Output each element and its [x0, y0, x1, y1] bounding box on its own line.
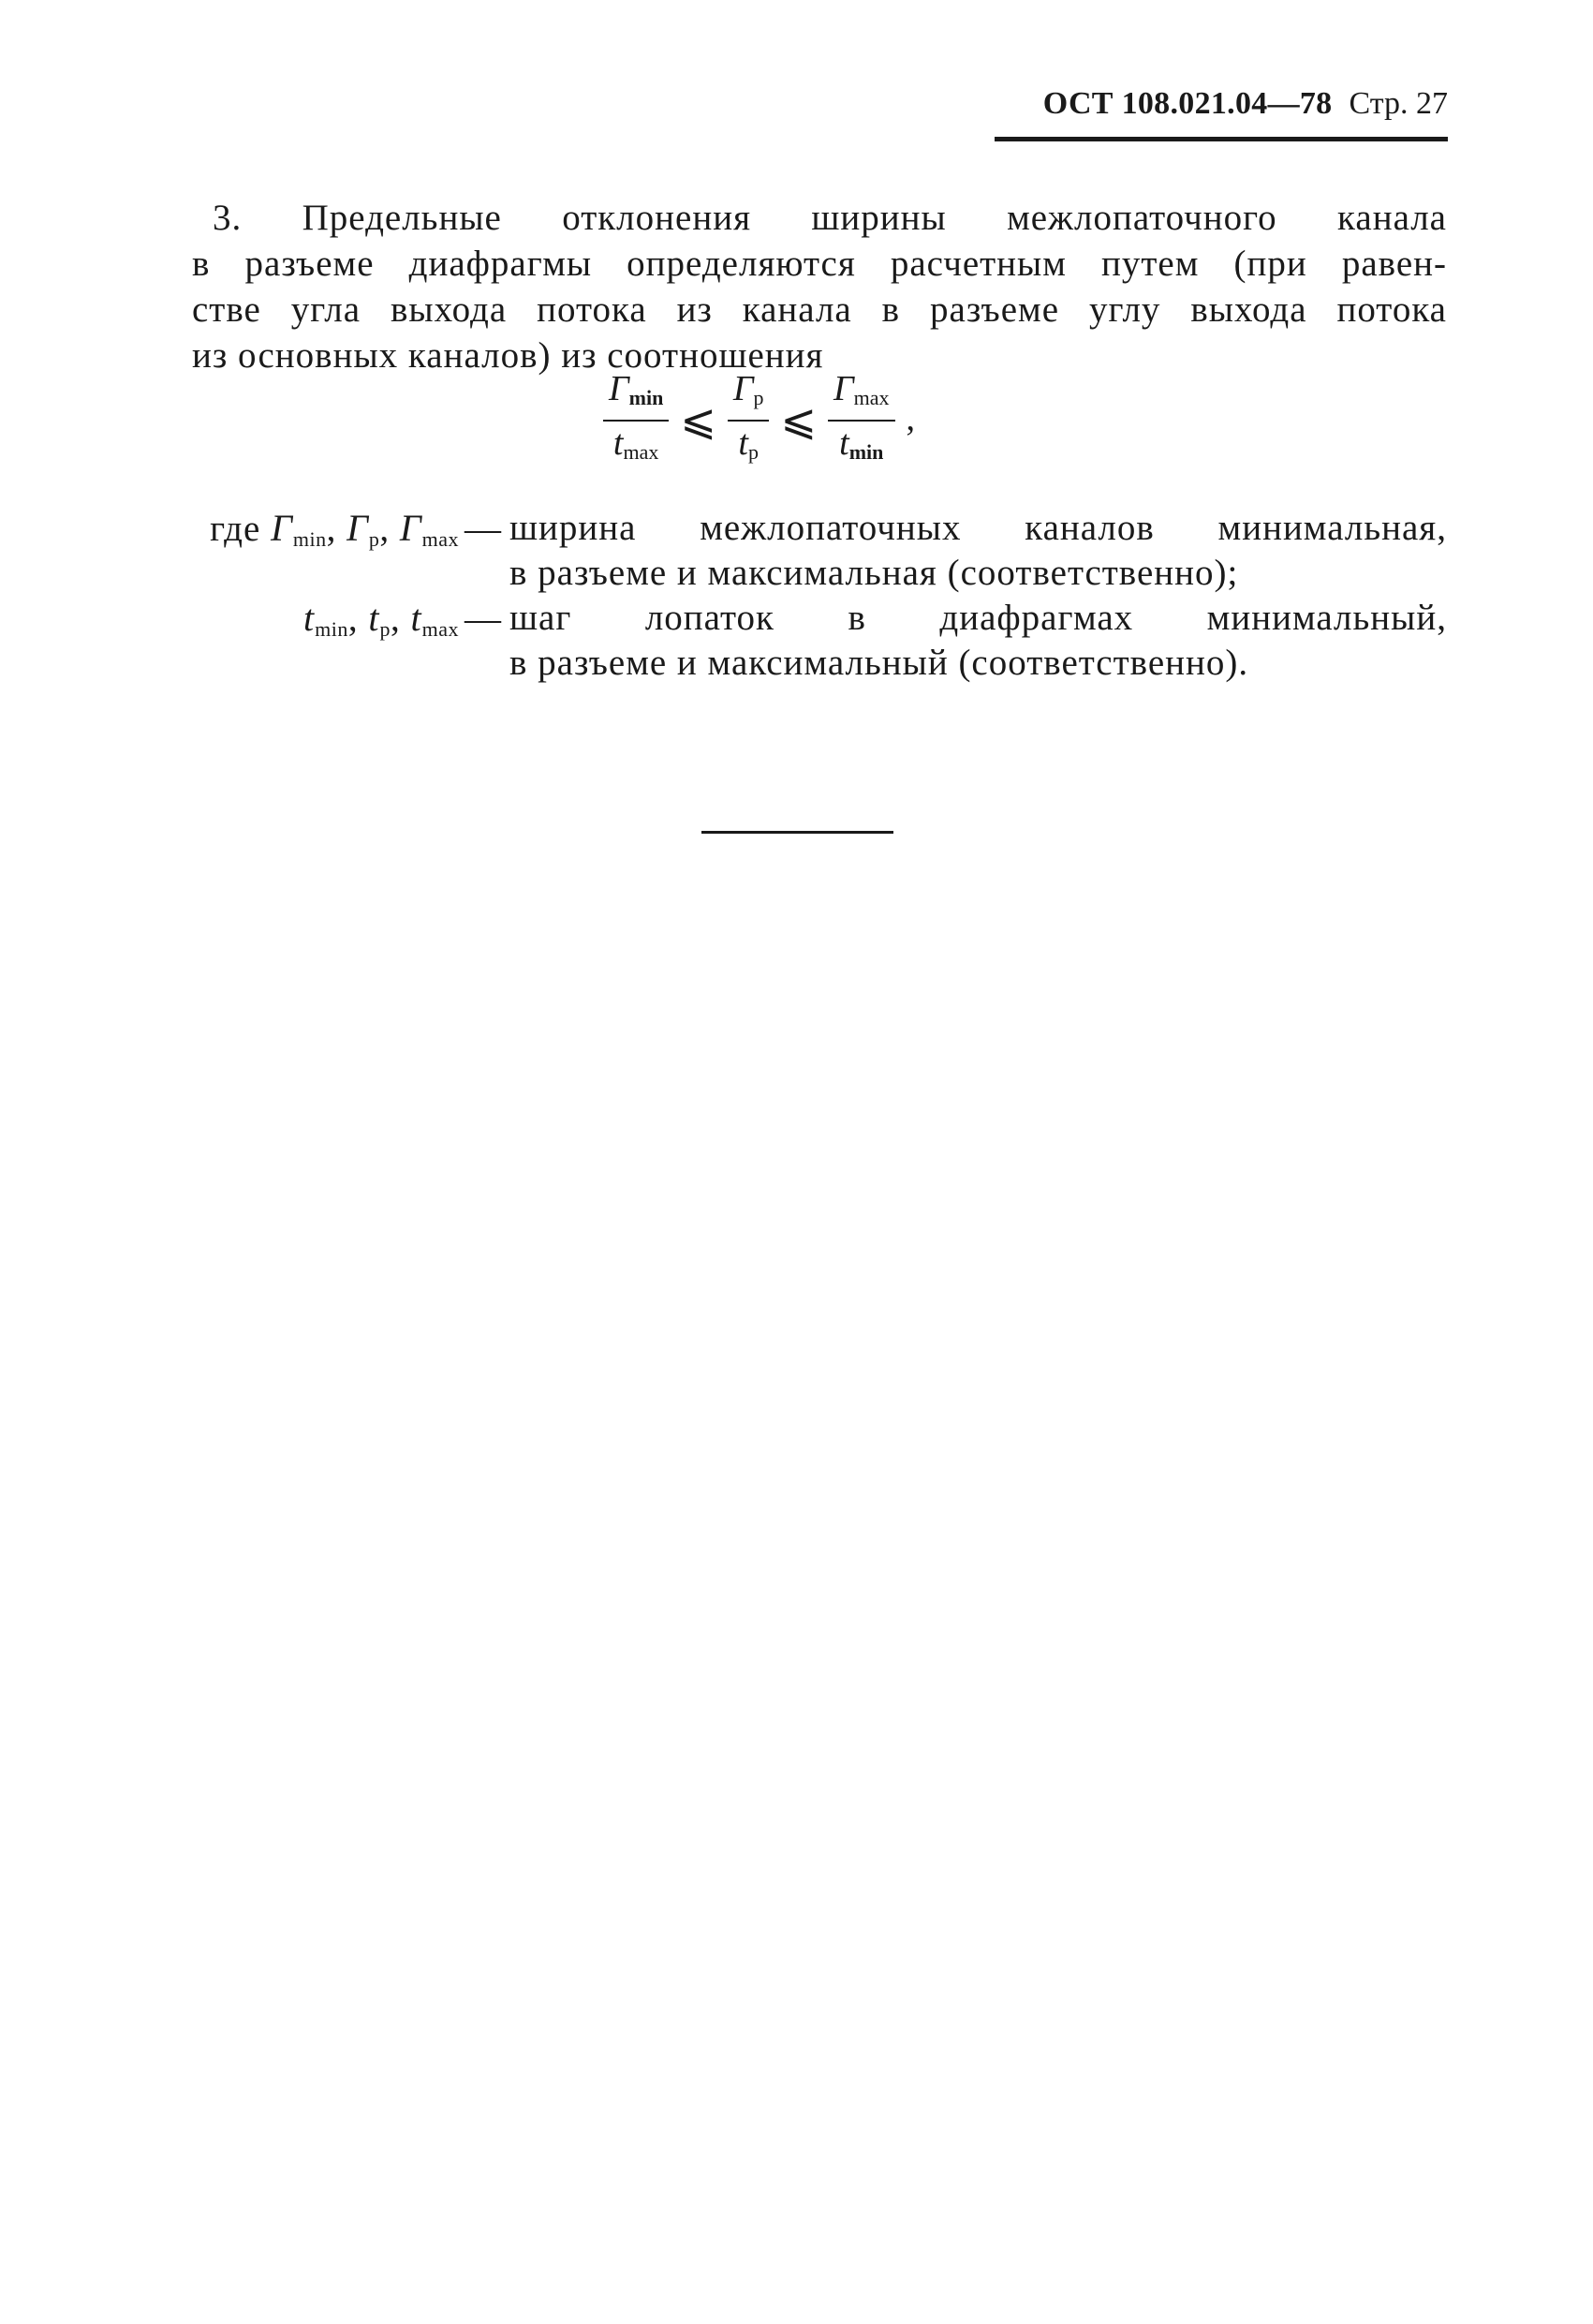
fraction-min-over-max: [599, 367, 672, 474]
definitions-list: [150, 506, 1447, 686]
definition-text: шаг лопаток в диафрагмах минимальный, в разъеме и максимальный (соответственно).: [509, 598, 1447, 683]
less-or-equal-sign: ⩽: [780, 396, 818, 444]
definition-term: где $Г_{min}$, $Г_р$, $Г_{max}$ —: [210, 507, 502, 551]
fraction-max-over-min: [824, 367, 899, 474]
paragraph-line: в разъеме диафрагмы определяются расчетным путем (при равен-: [192, 244, 1447, 284]
end-rule: [701, 831, 893, 834]
definition-gamma: [150, 506, 1447, 596]
header-rule: [995, 137, 1448, 141]
fraction-denominator: $t_{min}$: [839, 423, 884, 464]
definition-text: ширина межлопаточных каналов минимальная, в разъеме и максимальная (соответственно);: [509, 508, 1447, 593]
fraction-denominator: $t_{max}$: [612, 423, 659, 464]
paragraph-line: из основных каналов) из соотношения: [192, 335, 824, 376]
fraction-p-over-p: [724, 367, 774, 474]
fraction-numerator: $Г_{max}$: [828, 367, 895, 422]
page-number: Стр. 27: [1349, 86, 1448, 121]
definition-t: [150, 596, 1447, 686]
paragraph-line: 3. Предельные отклонения ширины межлопаточного канала: [213, 198, 1447, 238]
paragraph-3: [192, 195, 1447, 378]
formula-comma: ,: [906, 399, 916, 438]
standard-code: ОСТ 108.021.04—78: [1042, 86, 1333, 121]
formula: [599, 367, 915, 474]
paragraph-line: стве угла выхода потока из канала в разъеме углу выхода потока: [192, 289, 1447, 330]
fraction-numerator: $Г_р$: [728, 367, 770, 422]
page-header: [1043, 86, 1448, 122]
less-or-equal-sign: ⩽: [680, 396, 716, 444]
fraction-denominator: $t_р$: [738, 423, 759, 464]
definition-term: $t_{min}$, $t_р$, $t_{max}$ —: [303, 597, 502, 641]
fraction-numerator: $Г_{min}$: [603, 367, 669, 422]
